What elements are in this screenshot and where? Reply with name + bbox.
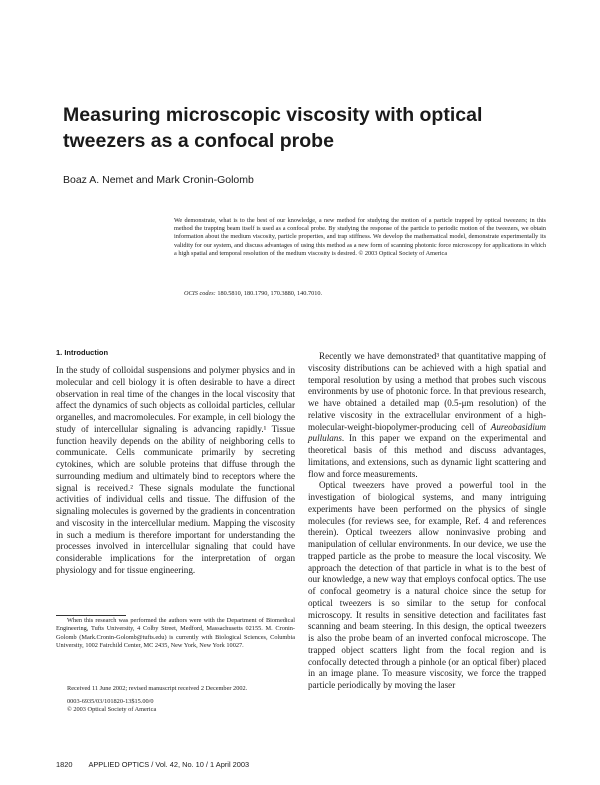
ocis-values: 180.5810, 180.1790, 170.3880, 140.7010. [217,290,323,297]
running-footer [56,760,265,769]
received-text: Received 11 June 2002; revised manuscript received 2 December 2002. [67,685,248,692]
footnote-copyright-block [56,698,295,715]
footnote-affiliation [56,617,295,650]
ocis-label: OCIS codes: [184,290,216,297]
right-column [308,351,546,692]
issn-text: 0003-6935/03/101820-13$15.00/0 [67,698,154,705]
footnote-received [56,685,295,693]
journal-citation: APPLIED OPTICS / Vol. 42, No. 10 / 1 April 2003 [88,760,250,769]
author-list: Boaz A. Nemet and Mark Cronin-Golomb [63,174,254,186]
intro-paragraph-3: Optical tweezers have proved a powerful tool in the investigation of biological systems, and many intriguing experiments have been performed on the physics of single molecules (for reviews see, for example, Ref. 4 and references therein). Optical tweezers allow noninvasive probing and manipulation of cellular environments. In our device, we use the trapped particle as the probe to measure the local viscosity. We approach the detection of that particle in what is to the best of our knowledge, a new way that employs confocal optics. The use of confocal geometry is a natural choice since the setup for optical tweezers is so similar to the setup for confocal microscopy. It results in sensitive detection and facilitates fast scanning and beam steering. In this design, the optical tweezers is also the probe beam of an inverted confocal microscope. The trapped object scatters light from the focal region and is confocally detected through a pinhole (or an optical fiber) placed in an image plane. To measure viscosity, we force the trapped particle periodically by moving the laser [308,480,546,690]
ocis-codes [184,290,322,297]
species-name: Aureobasidium pullulans [308,421,546,444]
intro-paragraph-1: In the study of colloidal suspensions and polymer physics and in molecular and cell biology it is often desirable to have a direct observation in real time of the changes in the local viscosity that affect the dynamics of such objects as colloidal particles, cellular organelles, and macromolecules. For example, in cell biology the study of intercellular signaling is advancing rapidly.¹ Tissue function heavily depends on the ability of neighboring cells to communicate. Cells communicate primarily by secreting cytokines, which are soluble proteins that diffuse through the surrounding medium and ultimately bind to receptors where the signal is received.² These signals modulate the functional activities of individual cells and tissue. The diffusion of the signaling molecules is governed by the gradients in concentration and viscosity in the intercellular medium. Mapping the viscosity in such a medium is therefore important for understanding the processes involved in intercellular signaling that could have considerable implications for the interpretation of organ physiology and for tissue engineering. [56,365,295,575]
abstract: We demonstrate, what is to the best of our knowledge, a new method for studying the motion of a particle trapped by optical tweezers; in this method the trapping beam itself is used as a confocal probe. By studying the response of the particle to periodic motion of the tweezers, we obtain information about the medium viscosity, particle properties, and trap stiffness. We develop the mathematical model, demonstrate experimentally its validity for our system, and discuss advantages of using this method as a new form of scanning photonic force microscopy for applications in which a high spatial and temporal resolution of the medium viscosity is desired. © 2003 Optical Society of America [174,217,546,257]
section-heading-introduction: 1. Introduction [56,348,109,357]
page-number: 1820 [56,760,73,769]
paragraph-2-text-a: Recently we have demonstrated³ that quantitative mapping of viscosity distributions can be achieved with a high spatial and temporal resolution by using a method that probes such viscous environments by use of photonic force. In that previous research, we have obtained a detailed map (0.5-μm resolution) of the relative viscosity in the extracellular environment of a high-molecular-weight-biopolymer-producing cell of [308,351,546,432]
paragraph-2-text-b: . In this paper we expand on the experimental and theoretical basis of this method and discuss advantages, limitations, and extensions, such as dynamic light scattering and flow and force measurements. [308,433,546,479]
affiliation-text: When this research was performed the authors were with the Department of Biomedical Engineering, Tufts University, 4 Colby Street, Medford, Massachusetts 02155. M. Cronin-Golomb (Mark.Cronin-Golomb@tufts.edu) is currently with Biological Sciences, Columbia University, 1002 Fairchild Center, MC 2435, New York, New York 10027. [56,617,295,649]
copyright-text: © 2003 Optical Society of America [67,706,157,714]
left-column [56,365,295,577]
footnote-divider [56,615,126,616]
intro-paragraph-2 [308,351,546,480]
paper-title: Measuring microscopic viscosity with optical tweezers as a confocal probe [63,104,483,152]
